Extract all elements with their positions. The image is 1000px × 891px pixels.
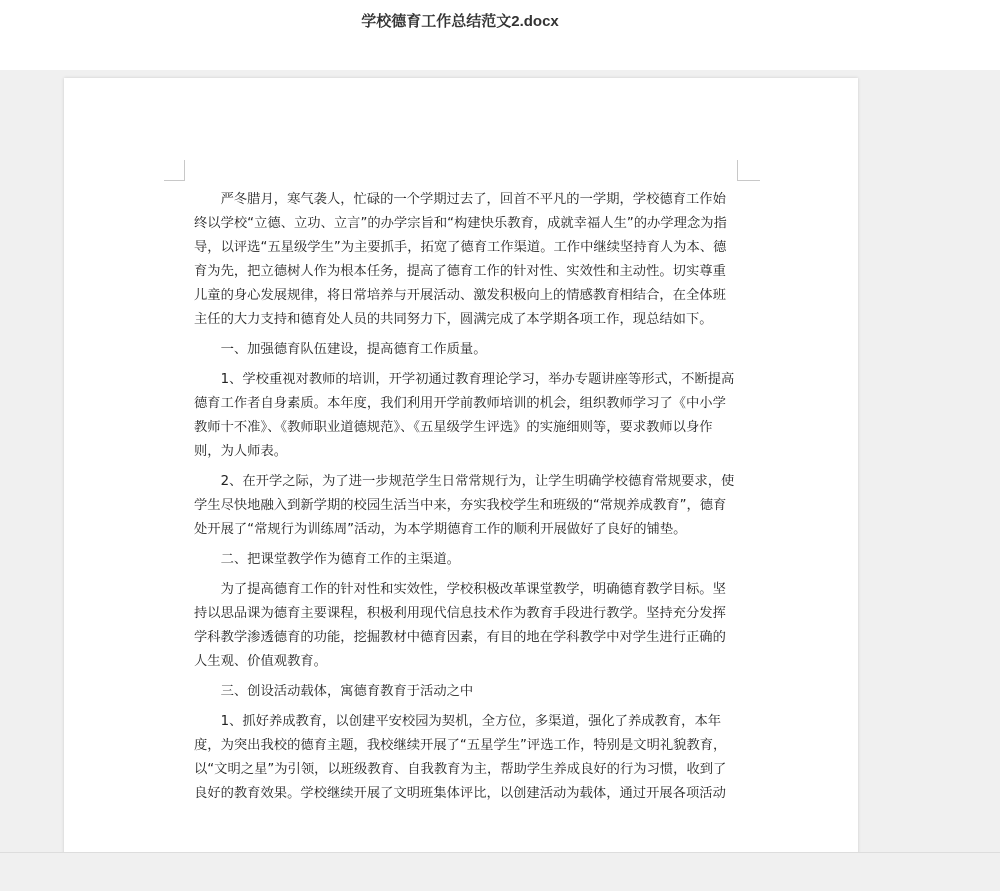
bottom-bar: [0, 852, 1000, 891]
document-title: 学校德育工作总结范文2.docx: [361, 13, 559, 30]
paragraph-2: 为了提高德育工作的针对性和实效性，学校积极改革课堂教学，明确德育教学目标。坚持以思品课为德育主要课程，积极利用现代信息技术作为教育手段进行教学。坚持充分发挥学科教学渗透德育的功能，挖掘教材中德育因素，有目的地在学科教学中对学生进行正确的人生观、价值观教育。: [194, 582, 726, 669]
paragraph-1-1: 1、学校重视对教师的培训，开学初通过教育理论学习，举办专题讲座等形式，不断提高德育工作者自身素质。本年度，我们利用开学前教师培训的机会，组织教师学习了《中小学教师十不准》、《教师职业道德规范》、《五星级学生评选》的实施细则等，要求教师以身作则，为人师表。: [194, 372, 735, 459]
margin-corner-top-left: [164, 160, 185, 181]
paragraph-1-2: 2、在开学之际，为了进一步规范学生日常常规行为，让学生明确学校德育常规要求，使学生尽快地融入到新学期的校园生活当中来，夯实我校学生和班级的“常规养成教育”，德育处开展了“常规行为训练周”活动，为本学期德育工作的顺利开展做好了良好的铺垫。: [194, 474, 735, 537]
document-viewer[interactable]: [0, 70, 1000, 852]
title-bar: [0, 0, 1000, 70]
document-body: [194, 188, 737, 812]
heading-section-1: 一、加强德育队伍建设，提高德育工作质量。: [220, 342, 487, 357]
document-page: [64, 78, 858, 852]
paragraph-3-1: 1、抓好养成教育，以创建平安校园为契机，全方位，多渠道，强化了养成教育，本年度，为突出我校的德育主题，我校继续开展了“五星学生”评选工作，特别是文明礼貌教育，以“文明之星”为引领，以班级教育、自我教育为主，帮助学生养成良好的行为习惯，收到了良好的教育效果。学校继续开展了文明班集体评比，以创建活动为载体，通过开展各项活动: [194, 714, 727, 801]
margin-corner-top-right: [737, 160, 760, 181]
heading-section-2: 二、把课堂教学作为德育工作的主渠道。: [220, 552, 460, 567]
heading-section-3: 三、创设活动载体，寓德育教育于活动之中: [220, 684, 474, 699]
paragraph-intro: 严冬腊月，寒气袭人，忙碌的一个学期过去了，回首不平凡的一学期，学校德育工作始终以学校“立德、立功、立言”的办学宗旨和“构建快乐教育，成就幸福人生”的办学理念为指导，以评选“五星级学生”为主要抓手，拓宽了德育工作渠道。工作中继续坚持育人为本、德育为先，把立德树人作为根本任务，提高了德育工作的针对性、实效性和主动性。切实尊重儿童的身心发展规律，将日常培养与开展活动、激发积极向上的情感教育相结合，在全体班主任的大力支持和德育处人员的共同努力下，圆满完成了本学期各项工作，现总结如下。: [194, 192, 727, 327]
